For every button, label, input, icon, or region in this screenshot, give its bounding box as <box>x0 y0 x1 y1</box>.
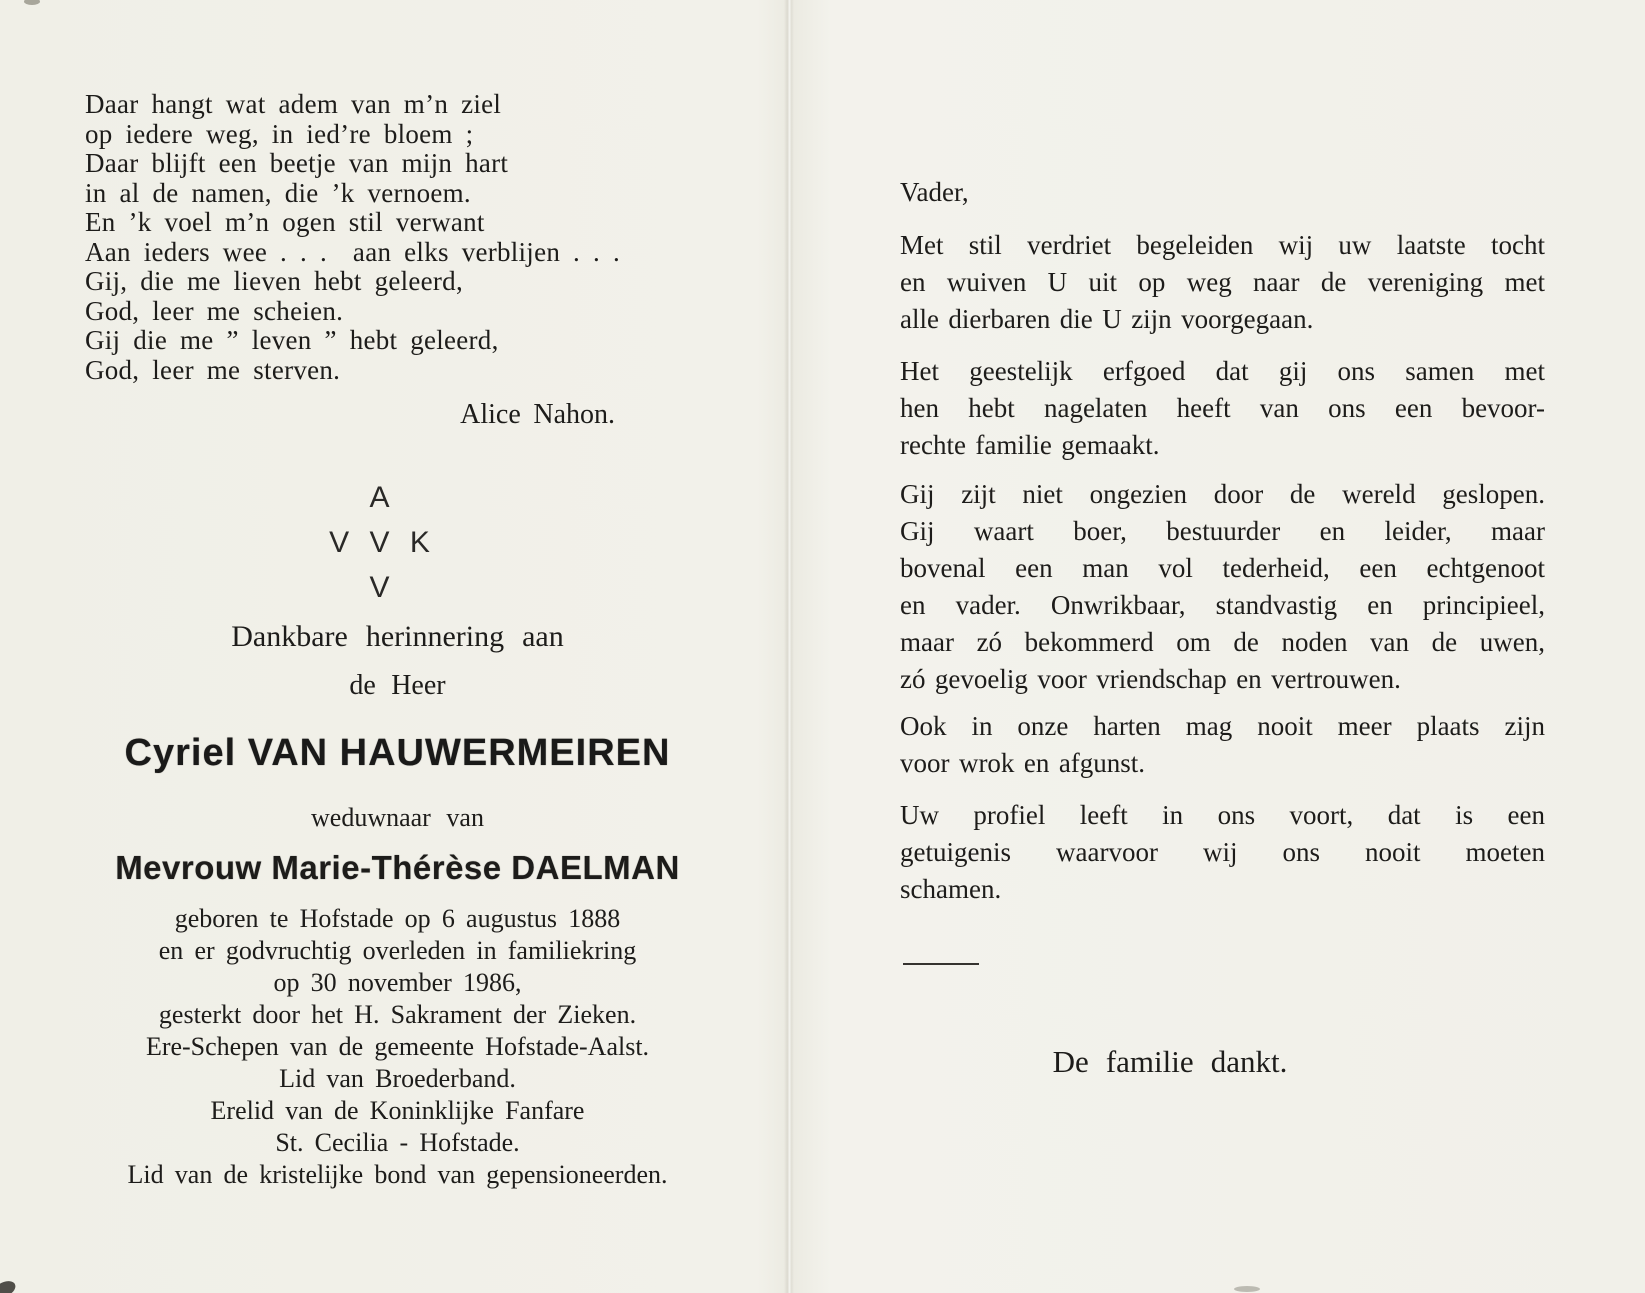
biography-block <box>85 903 710 1191</box>
cross-row-top: A <box>369 481 390 514</box>
eulogy-line: Gij zijt niet ongezien door de wereld geslopen. <box>900 479 1545 509</box>
eulogy-line: zó gevoelig voor vriendschap en vertrouwen. <box>900 664 1401 694</box>
poem-line: Gij die me ” leven ” hebt geleerd, <box>85 325 499 355</box>
cross-row-bottom: V <box>369 571 390 604</box>
biography-line: geboren te Hofstade op 6 augustus 1888 <box>174 904 621 933</box>
eulogy-line: maar zó bekommerd om de noden van de uwen, <box>900 627 1545 657</box>
eulogy-line: schamen. <box>900 874 1002 904</box>
fold-crease <box>784 0 794 1293</box>
eulogy-line: Met stil verdriet begeleiden wij uw laatste tocht <box>900 230 1545 260</box>
eulogy-line: bovenal een man vol tederheid, een echtgenoot <box>900 553 1545 583</box>
family-thanks: De familie dankt. <box>1052 1044 1288 1079</box>
biography-line: Ere-Schepen van de gemeente Hofstade-Aalst. <box>145 1032 650 1061</box>
eulogy-paragraph <box>900 797 1545 908</box>
cross-row-middle: V V K <box>329 526 430 559</box>
eulogy-line: Gij waart boer, bestuurder en leider, maar <box>900 516 1545 546</box>
eulogy-line: Ook in onze harten mag nooit meer plaats zijn <box>900 711 1545 741</box>
eulogy-line: hen hebt nagelaten heeft van ons een bevoor- <box>900 393 1545 423</box>
eulogy-line: rechte familie gemaakt. <box>900 430 1160 460</box>
eulogy-line: en wuiven U uit op weg naar de vereniging met <box>900 267 1545 297</box>
poem-line: op iedere weg, in ied’re bloem ; <box>85 118 474 149</box>
deceased-name: Cyriel VAN HAUWERMEIREN <box>124 732 671 774</box>
eulogy-paragraph <box>900 708 1545 782</box>
biography-line: en er godvruchtig overleden in familiekring <box>158 936 637 965</box>
eulogy-line: getuigenis waarvoor wij ons nooit moeten <box>900 837 1545 867</box>
salutation: Vader, <box>900 177 969 207</box>
eulogy-line: Het geestelijk erfgoed dat gij ons samen met <box>900 356 1545 386</box>
biography-line: Erelid van de Koninklijke Fanfare <box>210 1096 585 1125</box>
eulogy-line: Uw profiel leeft in ons voort, dat is een <box>900 800 1545 830</box>
poem-line: Daar blijft een beetje van mijn hart <box>85 148 509 178</box>
left-page <box>85 90 710 1191</box>
eulogy-line: en vader. Onwrikbaar, standvastig en principieel, <box>900 590 1545 620</box>
eulogy-paragraph <box>900 227 1545 338</box>
biography-line: St. Cecilia - Hofstade. <box>275 1128 520 1157</box>
biography-line: Lid van de kristelijke bond van gepensioneerden. <box>127 1160 668 1189</box>
scan-speck <box>24 0 40 5</box>
scan-speck <box>1234 1286 1260 1292</box>
memorial-intro: Dankbare herinnering aan <box>231 620 564 653</box>
poem-line: God, leer me scheien. <box>85 295 344 326</box>
biography-line: Lid van Broederband. <box>279 1064 516 1093</box>
poem-line: Gij, die me lieven hebt geleerd, <box>85 266 463 296</box>
poem-attribution: Alice Nahon. <box>460 399 615 430</box>
spouse-name: Mevrouw Marie-Thérèse DAELMAN <box>115 849 680 886</box>
memorial-poem <box>85 90 710 385</box>
eulogy-paragraph <box>900 353 1545 464</box>
poem-line: Daar hangt wat adem van m’n ziel <box>85 89 502 119</box>
honorific: de Heer <box>349 670 446 701</box>
avv-vvk-cross <box>67 475 692 610</box>
poem-line: En ’k voel m’n ogen stil verwant <box>85 207 485 237</box>
eulogy-line: voor wrok en afgunst. <box>900 748 1146 778</box>
biography-line: gesterkt door het H. Sakrament der Zieken. <box>158 1000 637 1029</box>
eulogy-line: alle dierbaren die U zijn voorgegaan. <box>900 304 1314 334</box>
right-page <box>900 175 1545 1080</box>
biography-line: op 30 november 1986, <box>273 968 522 997</box>
poem-line: God, leer me sterven. <box>85 354 341 385</box>
scan-speck <box>0 1278 18 1293</box>
poem-line: in al de namen, die ’k vernoem. <box>85 177 471 208</box>
closing-divider <box>903 963 979 965</box>
eulogy-paragraph <box>900 476 1545 698</box>
relation-label: weduwnaar van <box>311 803 484 832</box>
poem-line: Aan ieders wee . . . aan elks verblijen . . . <box>85 236 621 267</box>
